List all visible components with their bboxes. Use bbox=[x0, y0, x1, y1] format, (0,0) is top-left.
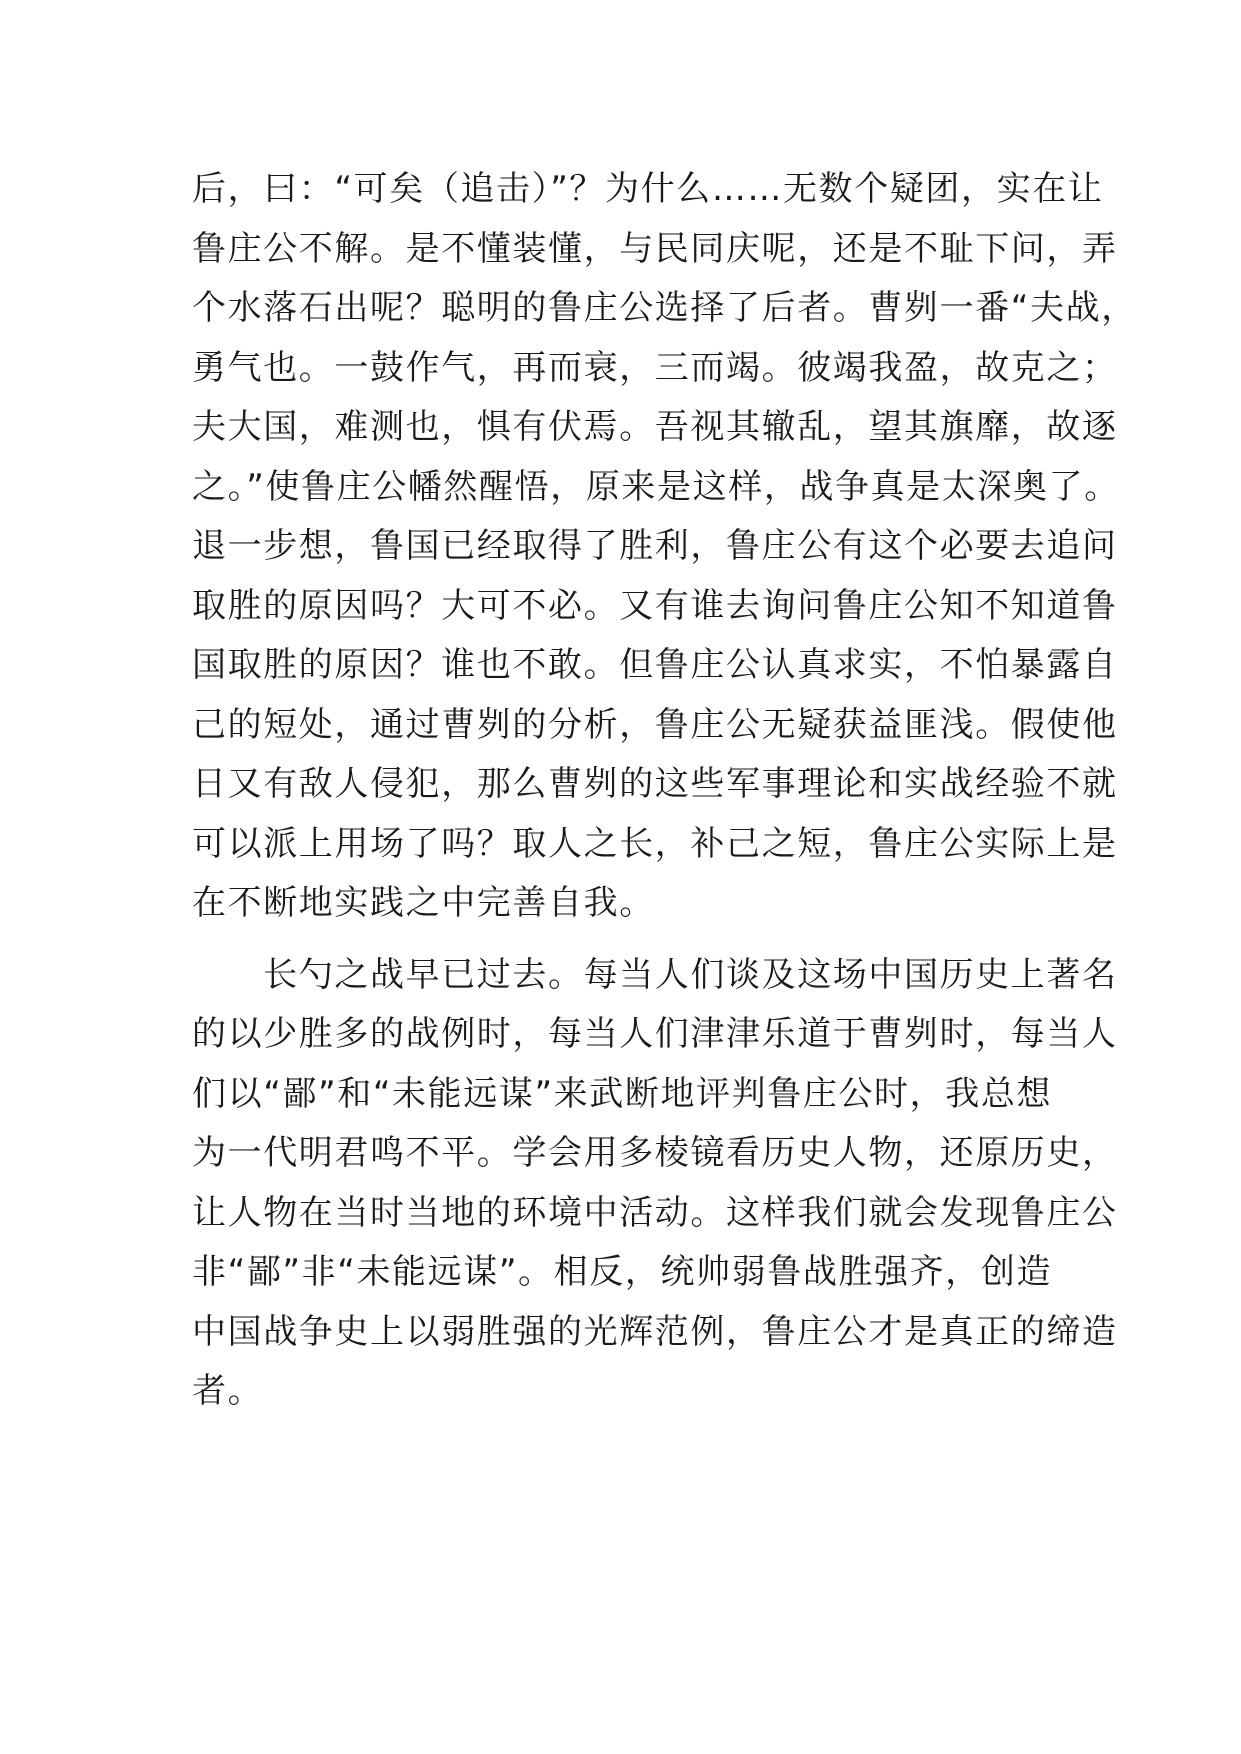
paragraph-2-line: 的以少胜多的战例时，每当人们津津乐道于曹刿时，每当人 bbox=[192, 1014, 1118, 1054]
paragraph-1-line: 勇气也。一鼓作气，再而衰，三而竭。彼竭我盈，故克之； bbox=[192, 347, 1118, 388]
paragraph-1-line: 退一步想，鲁国已经取得了胜利，鲁庄公有这个必要去追问 bbox=[192, 526, 1118, 566]
paragraph-2-line: 长勺之战早已过去。每当人们谈及这场中国历史上著名 bbox=[192, 954, 1118, 995]
paragraph-1-line: 在不断地实践之中完善自我。 bbox=[192, 883, 655, 923]
paragraph-1-line: 个水落石出呢？聪明的鲁庄公选择了后者。曹刿一番“夫战， bbox=[192, 288, 1137, 328]
paragraph-1-line: 夫大国，难测也，惧有伏焉。吾视其辙乱，望其旗靡，故逐 bbox=[192, 407, 1118, 447]
paragraph-1-line: 取胜的原因吗？大可不必。又有谁去询问鲁庄公知不知道鲁 bbox=[192, 585, 1118, 626]
paragraph-1-line: 可以派上用场了吗？取人之长，补己之短，鲁庄公实际上是 bbox=[192, 823, 1118, 864]
paragraph-2-line: 非“鄙”非“未能远谋”。相反，统帅弱鲁战胜强齐，创造 bbox=[192, 1252, 1053, 1292]
paragraph-1-line: 日又有敌人侵犯，那么曹刿的这些军事理论和实战经验不就 bbox=[192, 764, 1118, 804]
paragraph-2-line: 中国战争史上以弱胜强的光辉范例，鲁庄公才是真正的缔造 bbox=[192, 1311, 1118, 1352]
paragraph-1-line: 鲁庄公不解。是不懂装懂，与民同庆呢，还是不耻下问，弄 bbox=[192, 228, 1118, 269]
paragraph-1-line: 己的短处，通过曹刿的分析，鲁庄公无疑获益匪浅。假使他 bbox=[192, 704, 1118, 745]
paragraph-2-line: 为一代明君鸣不平。学会用多棱镜看历史人物，还原历史， bbox=[192, 1133, 1118, 1173]
paragraph-2-line: 们以“鄙”和“未能远谋”来武断地评判鲁庄公时，我总想 bbox=[192, 1073, 1053, 1114]
body-text bbox=[192, 160, 1137, 1422]
paragraph-1-line: 国取胜的原因？谁也不敢。但鲁庄公认真求实，不怕暴露自 bbox=[192, 645, 1118, 685]
paragraph-2 bbox=[192, 946, 1118, 1422]
paragraph-1 bbox=[192, 160, 1137, 934]
paragraph-1-line: 之。”使鲁庄公幡然醒悟，原来是这样，战争真是太深奥了。 bbox=[192, 466, 1120, 507]
paragraph-2-line: 让人物在当时当地的环境中活动。这样我们就会发现鲁庄公 bbox=[192, 1192, 1118, 1233]
paragraph-2-line: 者。 bbox=[192, 1371, 264, 1411]
paragraph-1-line: 后，曰：“可矣（追击）”？为什么……无数个疑团，实在让 bbox=[192, 169, 1104, 209]
